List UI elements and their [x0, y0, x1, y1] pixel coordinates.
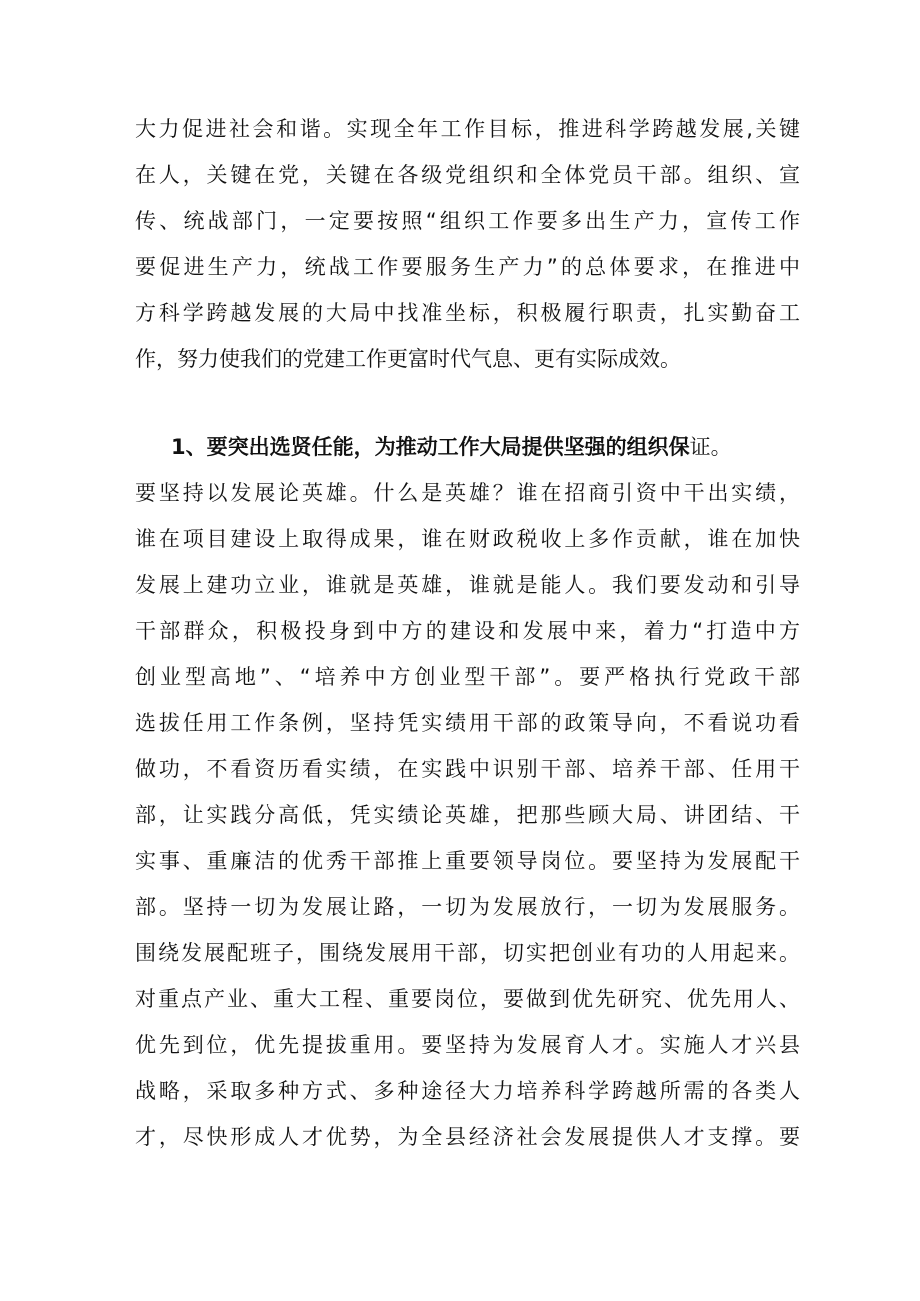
- paragraph-line: 干部群众，积极投身到中方的建设和发展中来，着力“打造中方: [135, 619, 800, 643]
- paragraph-line: 实事、重廉洁的优秀干部推上重要领导岗位。要坚持为发展配干: [135, 849, 800, 873]
- section-heading-bold: 1、要突出选贤任能，为推动工作大局提供坚强的组织保: [171, 435, 690, 459]
- paragraph-line: 作，努力使我们的党建工作更富时代气息、更有实际成效。: [135, 347, 681, 371]
- paragraph-line: 传、统战部门，一定要按照“组织工作要多出生产力，宣传工作: [135, 209, 800, 233]
- paragraph-line: 做功，不看资历看实绩，在实践中识别干部、培养干部、任用干: [135, 757, 800, 781]
- paragraph-line: 才，尽快形成人才优势，为全县经济社会发展提供人才支撑。要: [135, 1125, 800, 1149]
- section-heading-tail: 证。: [689, 435, 732, 459]
- paragraph-line: 优先到位，优先提拔重用。要坚持为发展育人才。实施人才兴县: [135, 1033, 800, 1057]
- paragraph-line: 发展上建功立业，谁就是英雄，谁就是能人。我们要发动和引导: [135, 573, 800, 597]
- paragraph-line: 战略，采取多种方式、多种途径大力培养科学跨越所需的各类人: [135, 1079, 800, 1103]
- paragraph-line: 在人，关键在党，关键在各级党组织和全体党员干部。组织、宣: [135, 163, 800, 187]
- paragraph-line: 创业型高地”、“培养中方创业型干部”。要严格执行党政干部: [135, 665, 800, 689]
- paragraph-line: 大力促进社会和谐。实现全年工作目标，推进科学跨越发展,关键: [135, 117, 800, 141]
- paragraph-line: 围绕发展配班子，围绕发展用干部，切实把创业有功的人用起来。: [135, 941, 800, 965]
- paragraph-line: 要促进生产力，统战工作要服务生产力”的总体要求，在推进中: [135, 255, 800, 279]
- paragraph-line: 部。坚持一切为发展让路，一切为发展放行，一切为发展服务。: [135, 895, 800, 919]
- paragraph-line: 方科学跨越发展的大局中找准坐标，积极履行职责，扎实勤奋工: [135, 301, 800, 325]
- section-heading: [171, 424, 801, 470]
- paragraph-line: 要坚持以发展论英雄。什么是英雄？谁在招商引资中干出实绩，: [135, 481, 800, 505]
- paragraph-line: 谁在项目建设上取得成果，谁在财政税收上多作贡献，谁在加快: [135, 527, 800, 551]
- paragraph-line: 选拔任用工作条例，坚持凭实绩用干部的政策导向，不看说功看: [135, 711, 800, 735]
- paragraph-line: 部，让实践分高低，凭实绩论英雄，把那些顾大局、讲团结、干: [135, 803, 800, 827]
- paragraph-line: 对重点产业、重大工程、重要岗位，要做到优先研究、优先用人、: [135, 987, 800, 1011]
